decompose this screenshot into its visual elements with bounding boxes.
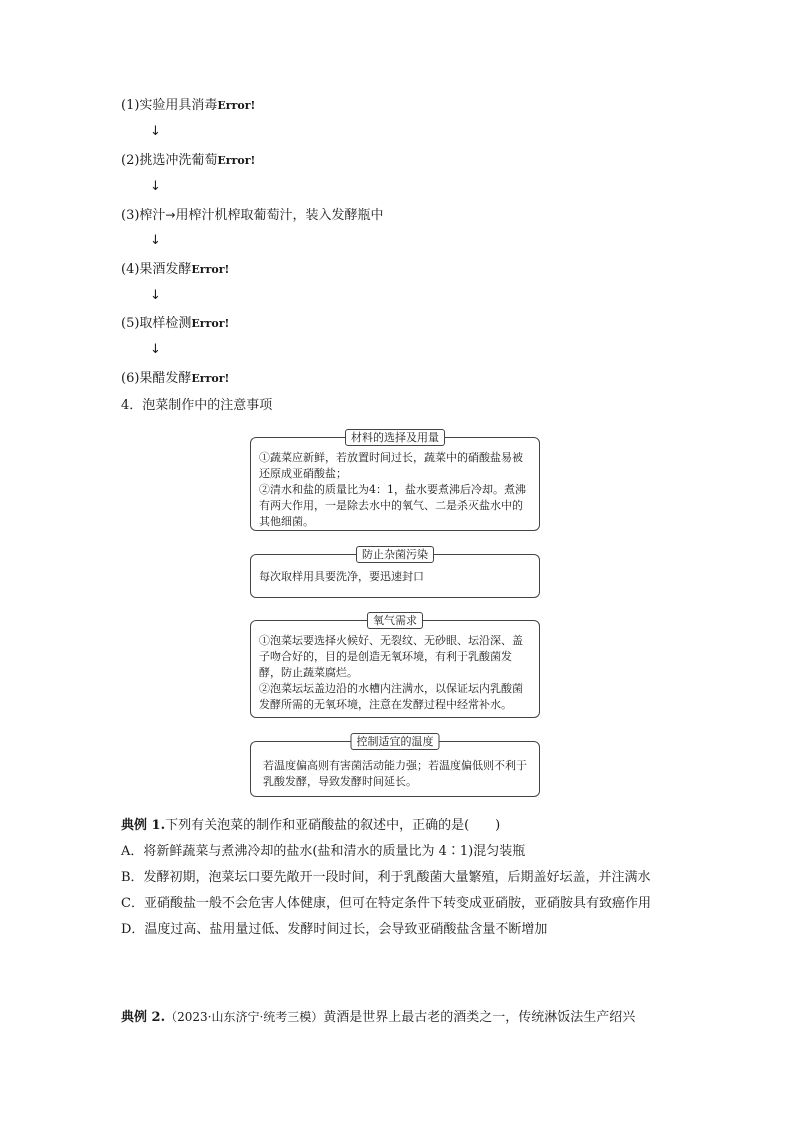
example-source: （2023·山东济宁·统考三模）: [165, 1010, 324, 1024]
note-box-title: 材料的选择及用量: [345, 429, 445, 446]
note-box-oxygen: [250, 614, 540, 718]
note-box-line: ①泡菜坛要选择火候好、无裂纹、无砂眼、坛沿深、盖子吻合好的，目的是创造无氧环境，有利于乳酸菌发酵，防止蔬菜腐烂。: [259, 634, 523, 679]
flow-step-3: (3)榨汁→用榨汁机榨取葡萄汁，装入发酵瓶中: [121, 208, 384, 223]
option-a: A．将新鲜蔬菜与煮沸冷却的盐水(盐和清水的质量比为 4∶1)混匀装瓶: [121, 844, 526, 859]
note-box-title: 氧气需求: [367, 612, 423, 629]
error-text: Error!: [217, 99, 256, 112]
note-box-temperature: [250, 735, 540, 797]
error-text: Error!: [191, 372, 230, 385]
option-d: D．温度过高、盐用量过低、发酵时间过长，会导致亚硝酸盐含量不断增加: [121, 922, 548, 937]
option-b: B．发酵初期，泡菜坛口要先敞开一段时间，利于乳酸菌大量繁殖，后期盖好坛盖，并注满水: [121, 870, 651, 885]
right-arrow-icon: →: [165, 208, 176, 222]
flow-step-6: (6)果醋发酵Error!: [121, 371, 230, 386]
note-box-title: 防止杂菌污染: [356, 546, 434, 563]
note-box-contamination: [250, 548, 540, 598]
note-box-line: 若温度偏高则有害菌活动能力强；若温度偏低则不利于乳酸发酵，导致发酵时间延长。: [263, 759, 527, 788]
note-box-line: ②泡菜坛坛盖边沿的水槽内注满水，以保证坛内乳酸菌发酵所需的无氧环境，注意在发酵过程中经常补水。: [259, 682, 523, 711]
down-arrow-icon: ↓: [150, 124, 161, 139]
note-box-line: 每次取样用具要洗净，要迅速封口: [259, 570, 424, 583]
error-text: Error!: [217, 154, 256, 167]
down-arrow-icon: ↓: [150, 342, 161, 357]
down-arrow-icon: ↓: [150, 179, 161, 194]
note-box-title: 控制适宜的温度: [351, 733, 440, 750]
note-box-line: ②清水和盐的质量比为4：1，盐水要煮沸后冷却。煮沸有两大作用，一是除去水中的氧气、二是杀灭盐水中的其他细菌。: [259, 483, 526, 528]
note-box-materials: [250, 431, 540, 531]
error-text: Error!: [191, 317, 230, 330]
down-arrow-icon: ↓: [150, 288, 161, 303]
section-heading: 4．泡菜制作中的注意事项: [121, 398, 273, 413]
flow-step-2: (2)挑选冲洗葡萄Error!: [121, 153, 256, 168]
flow-step-4: (4)果酒发酵Error!: [121, 262, 230, 277]
example-2: 典例 2.（2023·山东济宁·统考三模）黄酒是世界上最古老的酒类之一，传统淋饭法生产绍兴: [121, 1010, 636, 1025]
option-c: C．亚硝酸盐一般不会危害人体健康，但可在特定条件下转变成亚硝胺，亚硝胺具有致癌作用: [121, 896, 651, 911]
error-text: Error!: [191, 263, 230, 276]
example-label: 典例 2.: [121, 1010, 166, 1025]
down-arrow-icon: ↓: [150, 233, 161, 248]
example-1: [121, 813, 677, 943]
flow-step-5: (5)取样检测Error!: [121, 316, 230, 331]
example-label: 典例 1.: [121, 818, 166, 833]
example-1-stem: 典例 1.下列有关泡菜的制作和亚硝酸盐的叙述中，正确的是( ): [121, 818, 501, 833]
note-box-line: ①蔬菜应新鲜，若放置时间过长，蔬菜中的硝酸盐易被还原成亚硝酸盐；: [259, 451, 523, 480]
flow-step-1: (1)实验用具消毒Error!: [121, 98, 256, 113]
